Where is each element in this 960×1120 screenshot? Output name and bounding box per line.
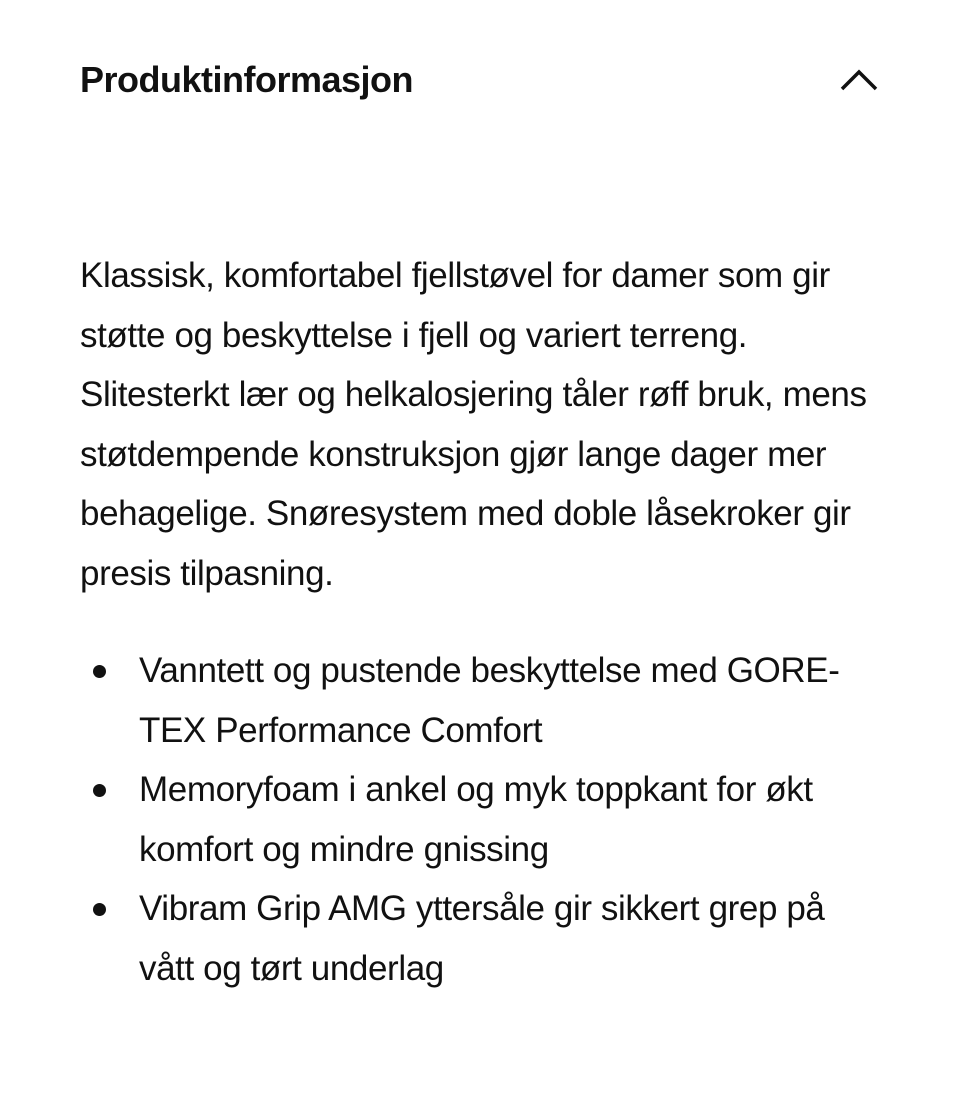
accordion-title: Produktinformasjon: [80, 59, 414, 100]
feature-list-item: [80, 760, 879, 879]
feature-list: [80, 641, 880, 998]
bullet-icon: [93, 784, 106, 797]
product-description: Klassisk, komfortabel fjellstøvel for damer som gir støtte og beskyttelse i fjell og variert terreng. Slitesterkt lær og helkalosjering tåler røff bruk, mens støtdempende konstruksjon gjør lange dager mer behagelige. Snøresystem med doble låsekroker gir presis tilpasning.: [80, 256, 867, 593]
product-info-accordion-header[interactable]: [80, 48, 885, 112]
bullet-icon: [93, 903, 106, 916]
feature-list-item: [80, 879, 879, 998]
feature-list-item: [80, 641, 879, 760]
feature-text: Vibram Grip AMG yttersåle gir sikkert grep på vått og tørt underlag: [139, 889, 825, 988]
bullet-icon: [93, 665, 106, 678]
feature-text: Vanntett og pustende beskyttelse med GORE-TEX Performance Comfort: [139, 651, 840, 750]
feature-text: Memoryfoam i ankel og myk toppkant for økt komfort og mindre gnissing: [139, 770, 813, 869]
chevron-up-icon[interactable]: [837, 58, 881, 102]
accordion-content: [80, 246, 880, 998]
